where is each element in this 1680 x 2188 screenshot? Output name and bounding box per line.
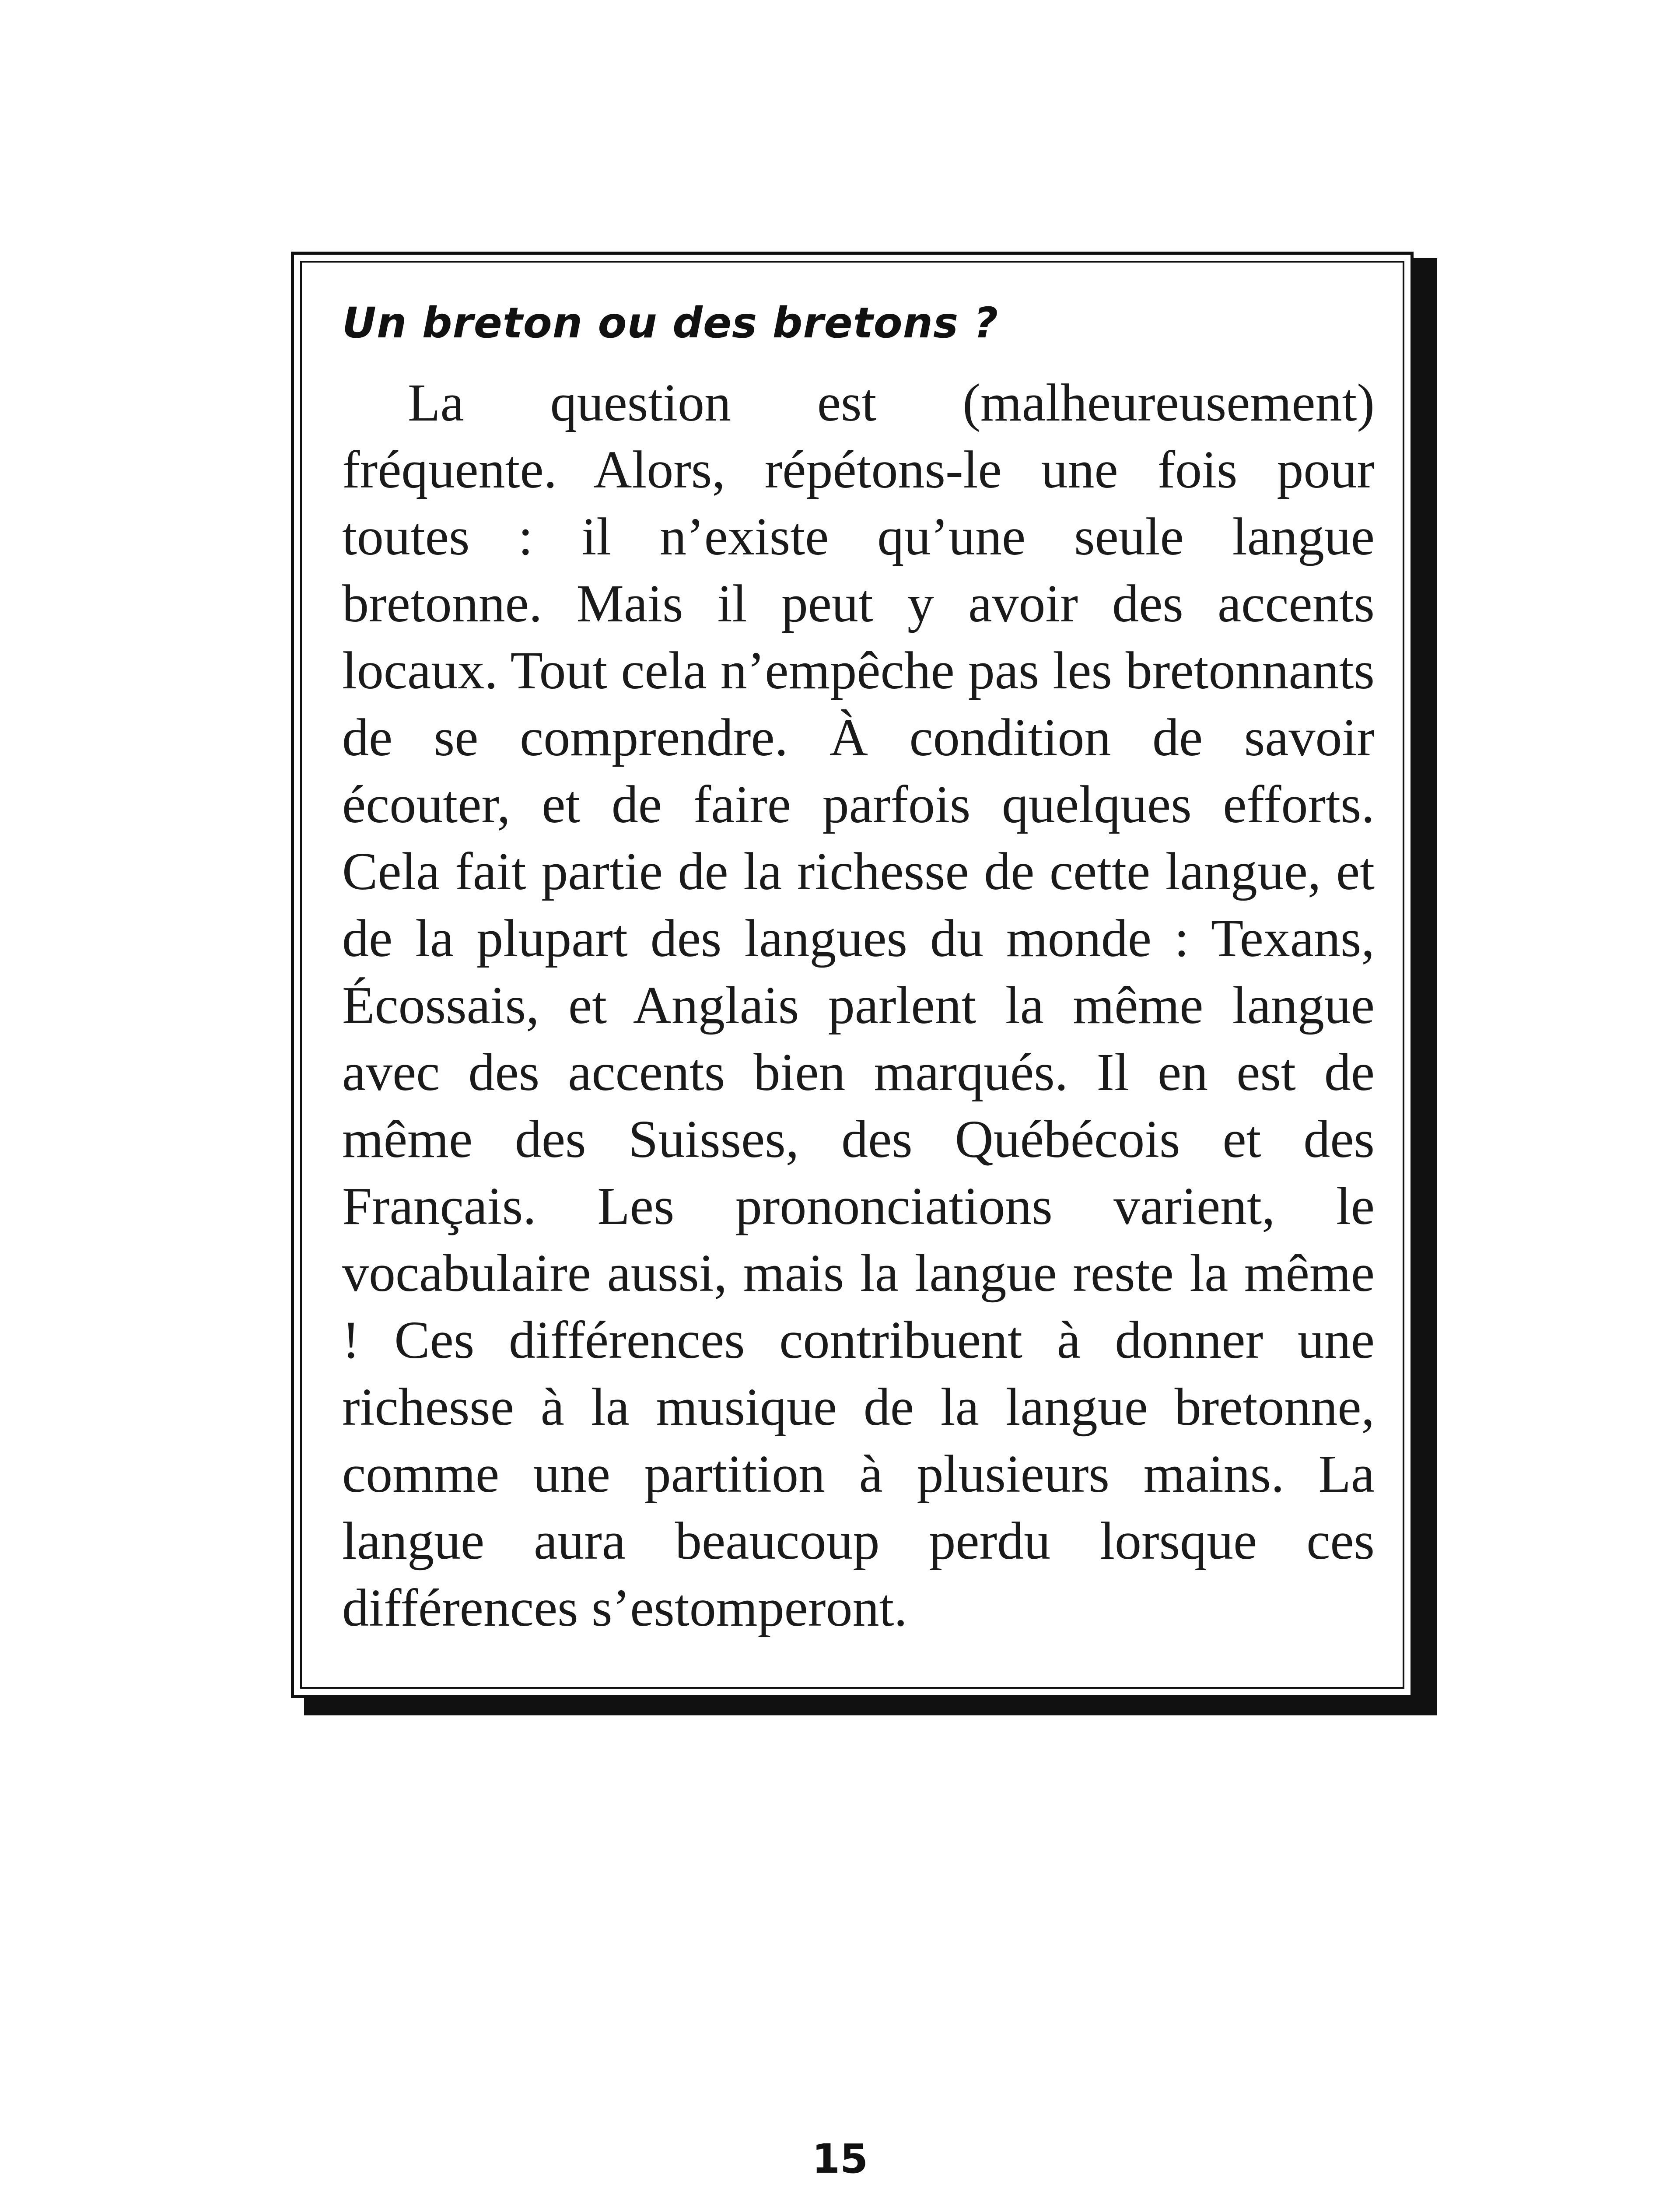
text-box <box>291 252 1414 1698</box>
box-paragraph: La question est (malheureusement) fréquente. Alors, répétons-le une fois pour toutes : il n’existe qu’une seule langue bretonne. Mais il peut y avoir des accents locaux. Tout cela n’empêche pas les bretonnants de se comprendre. À condition de savoir écouter, et de faire parfois quelques efforts. Cela fait partie de la richesse de cette langue, et de la plupart des langues du monde : Texans, Écossais, et Anglais parlent la même langue avec des accents bien marqués. Il en est de même des Suisses, des Québécois et des Français. Les prononciations varient, le vocabulaire aussi, mais la langue reste la même ! Ces différences contribuent à donner une richesse à la musique de la langue bretonne, comme une partition à plusieurs mains. La langue aura beaucoup perdu lorsque ces différences s’estomperont. <box>342 373 1375 1637</box>
box-title: Un breton ou des bretons ? <box>342 298 999 347</box>
page-number: 15 <box>812 2135 868 2182</box>
text-box-content <box>342 298 1375 1641</box>
